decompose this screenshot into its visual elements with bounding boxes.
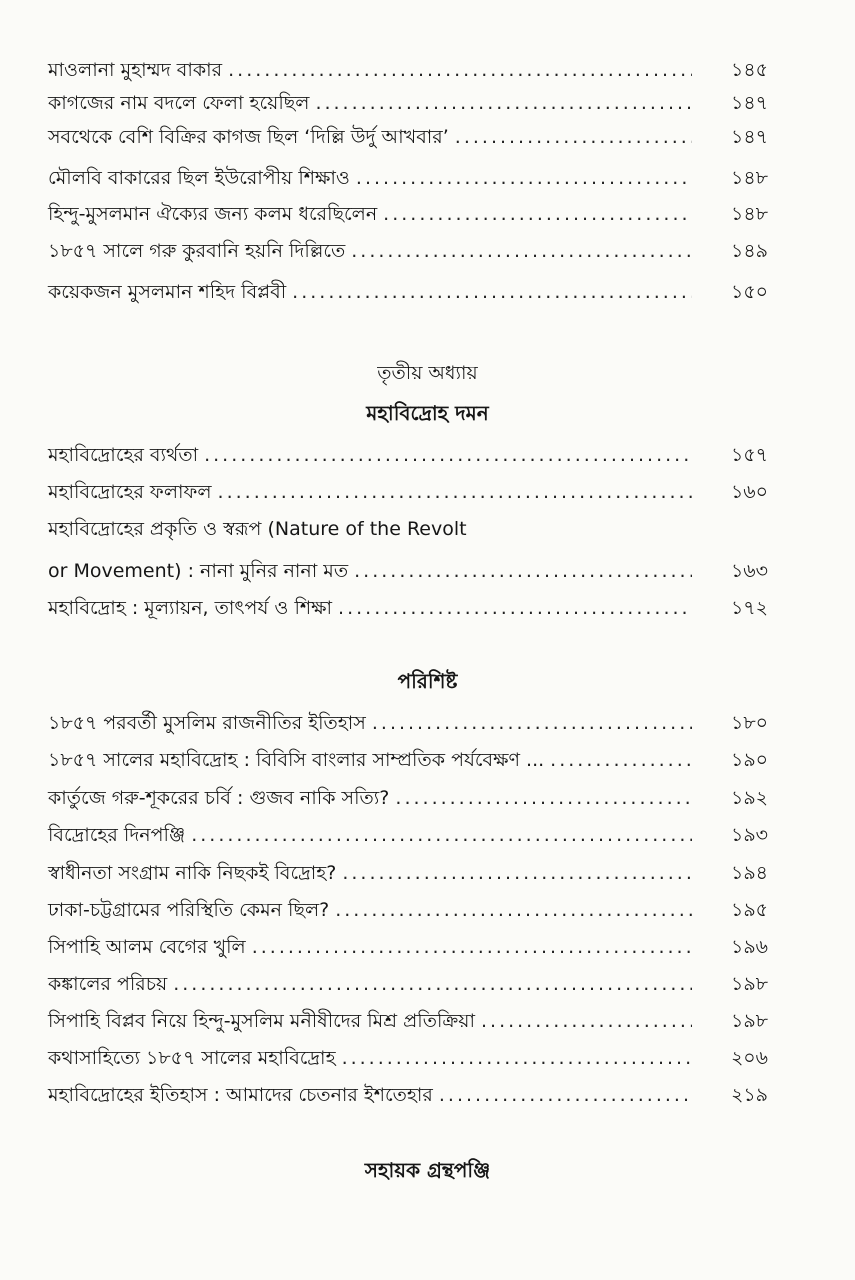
entry-page: ১৯৪ [731, 862, 768, 884]
toc-entry [48, 858, 768, 888]
dot-leader [335, 895, 692, 925]
dot-leader [342, 1043, 692, 1073]
entry-page: ১৪৫ [731, 59, 768, 81]
dot-leader [356, 163, 692, 193]
dot-leader [395, 783, 692, 813]
dot-leader [354, 556, 692, 586]
entry-title: সিপাহি বিপ্লব নিয়ে হিন্দু-মুসলিম মনীষীদের মিশ্র প্রতিক্রিয়া [48, 1010, 475, 1032]
dot-leader [338, 593, 692, 623]
chapter-title: মহাবিদ্রোহ দমন [366, 401, 489, 425]
entry-page: ১৮০ [730, 712, 768, 734]
toc-entry [48, 783, 768, 813]
chapter-label: তৃতীয় অধ্যায় [377, 362, 478, 384]
entry-title: মহাবিদ্রোহের ইতিহাস : আমাদের চেতনার ইশতেহার [48, 1084, 433, 1106]
entry-title: ১৮৫৭ পরবর্তী মুসলিম রাজনীতির ইতিহাস [48, 712, 366, 734]
entry-title: কার্তুজে গরু-শূকরের চর্বি : গুজব নাকি সত্যি? [48, 787, 390, 809]
entry-page: ১৯৬ [730, 936, 768, 958]
entry-page: ১৯৮ [731, 1010, 768, 1032]
entry-page: ১৪৮ [731, 203, 768, 225]
entry-title: কঙ্কালের পরিচয় [48, 973, 168, 995]
toc-entry [48, 745, 768, 775]
entry-page: ১৪৭ [730, 126, 768, 148]
toc-entry [48, 708, 768, 738]
entry-title: or Movement) : নানা মুনির নানা মত [48, 560, 349, 582]
entry-page: ১৯০ [730, 749, 768, 771]
entry-title: কথাসাহিত্যে ১৮৫৭ সালের মহাবিদ্রোহ [48, 1047, 336, 1069]
toc-entry [48, 932, 768, 962]
entry-title: হিন্দু-মুসলমান ঐক্যের জন্য কলম ধরেছিলেন [48, 203, 378, 225]
toc-entry [48, 593, 768, 623]
dot-leader [228, 55, 692, 85]
entry-title: কাগজের নাম বদলে ফেলা হয়েছিল [48, 92, 310, 114]
toc-entry [48, 477, 768, 507]
dot-leader [455, 122, 692, 152]
dot-leader [383, 199, 692, 229]
entry-title: সবথেকে বেশি বিক্রির কাগজ ছিল ‘দিল্লি উর্দু আখবার’ [48, 126, 449, 148]
entry-title: মহাবিদ্রোহের প্রকৃতি ও স্বরূপ (Nature of the Revolt [48, 518, 467, 540]
toc-entry [48, 163, 768, 193]
toc-entry [48, 1080, 768, 1110]
entry-title: ঢাকা-চট্টগ্রামের পরিস্থিতি কেমন ছিল? [48, 899, 330, 921]
entry-title: মহাবিদ্রোহের ব্যর্থতা [48, 444, 199, 466]
toc-entry [48, 236, 768, 266]
entry-page: ১৯৮ [731, 973, 768, 995]
entry-title: ১৮৫৭ সালে গরু কুরবানি হয়নি দিল্লিতে [48, 240, 346, 262]
bibliography-title: সহায়ক গ্রন্থপঞ্জি [364, 1158, 491, 1182]
dot-leader [481, 1006, 692, 1036]
toc-entry [48, 820, 768, 850]
entry-page: ১৭২ [730, 597, 768, 619]
entry-title: মাওলানা মুহাম্মদ বাকার [48, 59, 223, 81]
dot-leader [372, 708, 692, 738]
entry-page: ১৫০ [730, 281, 768, 303]
dot-leader [191, 820, 692, 850]
dot-leader [252, 932, 692, 962]
dot-leader [204, 440, 692, 470]
toc-entry [48, 969, 768, 999]
dot-leader [315, 88, 692, 118]
entry-page: ১৪৮ [731, 167, 768, 189]
dot-leader [550, 745, 692, 775]
entry-title: কয়েকজন মুসলমান শহিদ বিপ্লবী [48, 281, 287, 303]
entry-page: ১৬০ [730, 481, 768, 503]
entry-page: ২১৯ [730, 1084, 768, 1106]
dot-leader [439, 1080, 692, 1110]
entry-page: ১৫৭ [730, 444, 768, 466]
toc-entry [48, 277, 768, 307]
entry-title: মহাবিদ্রোহের ফলাফল [48, 481, 212, 503]
entry-title: স্বাধীনতা সংগ্রাম নাকি নিছকই বিদ্রোহ? [48, 862, 337, 884]
dot-leader [351, 236, 692, 266]
entry-page: ১৬৩ [730, 560, 768, 582]
entry-title: বিদ্রোহের দিনপঞ্জি [48, 824, 186, 846]
entry-title: মহাবিদ্রোহ : মূল্যায়ন, তাৎপর্য ও শিক্ষা [48, 597, 333, 619]
toc-entry [48, 199, 768, 229]
toc-entry [48, 1006, 768, 1036]
dot-leader [292, 277, 692, 307]
toc-entry [48, 556, 768, 586]
toc-entry [48, 122, 768, 152]
entry-page: ১৪৯ [731, 240, 768, 262]
toc-entry [48, 514, 768, 544]
entry-page: ১৪৭ [730, 92, 768, 114]
toc-entry [48, 895, 768, 925]
toc-entry [48, 88, 768, 118]
entry-title: সিপাহি আলম বেগের খুলি [48, 936, 246, 958]
entry-page: ১৯২ [730, 787, 768, 809]
entry-title: মৌলবি বাকারের ছিল ইউরোপীয় শিক্ষাও [48, 167, 350, 189]
dot-leader [218, 477, 692, 507]
entry-page: ১৯৩ [730, 824, 768, 846]
entry-page: ২০৬ [730, 1047, 768, 1069]
toc-entry [48, 55, 768, 85]
dot-leader [342, 858, 692, 888]
toc-entry [48, 440, 768, 470]
toc-entry [48, 1043, 768, 1073]
dot-leader [173, 969, 692, 999]
entry-title: ১৮৫৭ সালের মহাবিদ্রোহ : বিবিসি বাংলার সাম্প্রতিক পর্যবেক্ষণ ... [48, 749, 545, 771]
appendix-title: পরিশিষ্ট [397, 669, 458, 693]
entry-page: ১৯৫ [731, 899, 768, 921]
